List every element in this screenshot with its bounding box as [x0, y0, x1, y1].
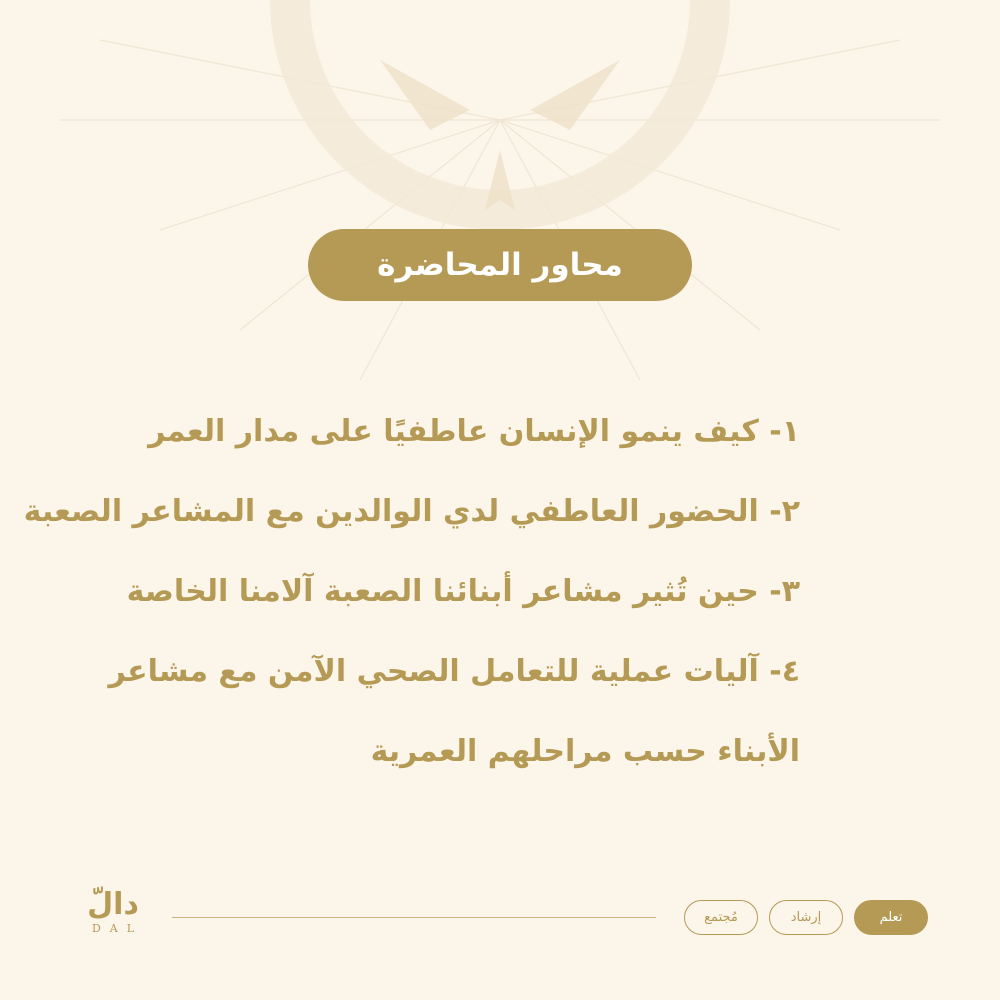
lecture-topics-title	[308, 229, 692, 301]
logo-arabic: دالّ	[87, 887, 139, 922]
topic-item-1: ١- كيف ينمو الإنسان عاطفيًا على مدار العمر	[148, 414, 800, 449]
topic-item-3: ٣- حين تُثير مشاعر أبنائنا الصعبة آلامنا الخاصة	[126, 574, 800, 609]
tab-guidance[interactable]: إرشاد	[769, 900, 843, 935]
topics-list	[23, 392, 800, 792]
compass-watermark	[0, 0, 1000, 420]
topic-item-4-continued: الأبناء حسب مراحلهم العمرية	[370, 734, 800, 769]
topic-item-2: ٢- الحضور العاطفي لدي الوالدين مع المشاعر الصعبة	[23, 494, 800, 529]
topic-item-4: ٤- آليات عملية للتعامل الصحي الآمن مع مشاعر	[108, 654, 800, 689]
dal-logo	[74, 888, 152, 944]
title-text: محاور المحاضرة	[377, 247, 623, 283]
tab-community[interactable]: مُجتمع	[684, 900, 758, 935]
logo-latin: DAL	[91, 922, 144, 935]
footer-tabs	[684, 900, 928, 935]
tab-learn[interactable]: تعلم	[854, 900, 928, 935]
footer-divider	[172, 917, 656, 918]
